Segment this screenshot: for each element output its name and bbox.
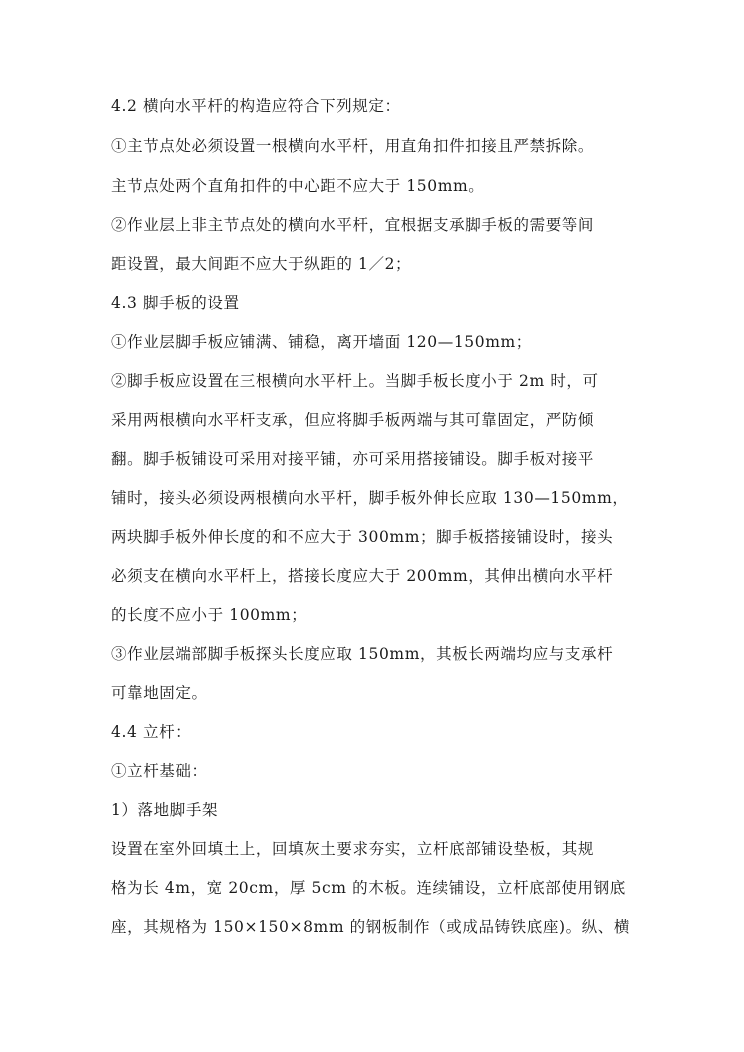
paragraph-line: 距设置，最大间距不应大于纵距的 1／2； [111,255,412,273]
paragraph-line: ①作业层脚手板应铺满、铺稳，离开墙面 120—150mm； [111,333,532,351]
paragraph-line: 翻。脚手板铺设可采用对接平铺，亦可采用搭接铺设。脚手板对接平 [111,450,595,468]
paragraph-line: 设置在室外回填土上，回填灰土要求夯实，立杆底部铺设垫板，其规 [111,840,595,858]
section-heading-4-3: 4.3 脚手板的设置 [111,294,240,312]
paragraph-line: 两块脚手板外伸长度的和不应大于 300mm；脚手板搭接铺设时，接头 [111,528,614,546]
paragraph-line: ②脚手板应设置在三根横向水平杆上。当脚手板长度小于 2m 时，可 [111,372,599,390]
paragraph-line: 采用两根横向水平杆支承，但应将脚手板两端与其可靠固定，严防倾 [111,411,595,429]
section-heading-4-4: 4.4 立杆： [111,723,192,741]
paragraph-line: ①主节点处必须设置一根横向水平杆，用直角扣件扣接且严禁拆除。 [111,137,595,155]
paragraph-line: 铺时，接头必须设两根横向水平杆，脚手板外伸长应取 130—150mm， [111,489,629,507]
paragraph-line: 可靠地固定。 [111,684,208,702]
paragraph-line: 座，其规格为 150×150×8mm 的钢板制作（或成品铸铁底座)。纵、横 [111,918,631,936]
subsection-heading: ①立杆基础： [111,762,208,780]
section-heading-4-2: 4.2 横向水平杆的构造应符合下列规定： [111,97,401,115]
paragraph-line: ②作业层上非主节点处的横向水平杆，宜根据支承脚手板的需要等间 [111,216,595,234]
paragraph-line: 格为长 4m，宽 20cm，厚 5cm 的木板。连续铺设，立杆底部使用钢底 [111,879,626,897]
paragraph-line: 必须支在横向水平杆上，搭接长度应大于 200mm，其伸出横向水平杆 [111,567,614,585]
paragraph-line: 主节点处两个直角扣件的中心距不应大于 150mm。 [111,177,485,195]
subsection-heading: 1）落地脚手架 [111,801,219,819]
paragraph-line: 的长度不应小于 100mm； [111,606,308,624]
paragraph-line: ③作业层端部脚手板探头长度应取 150mm，其板长两端均应与支承杆 [111,645,614,663]
